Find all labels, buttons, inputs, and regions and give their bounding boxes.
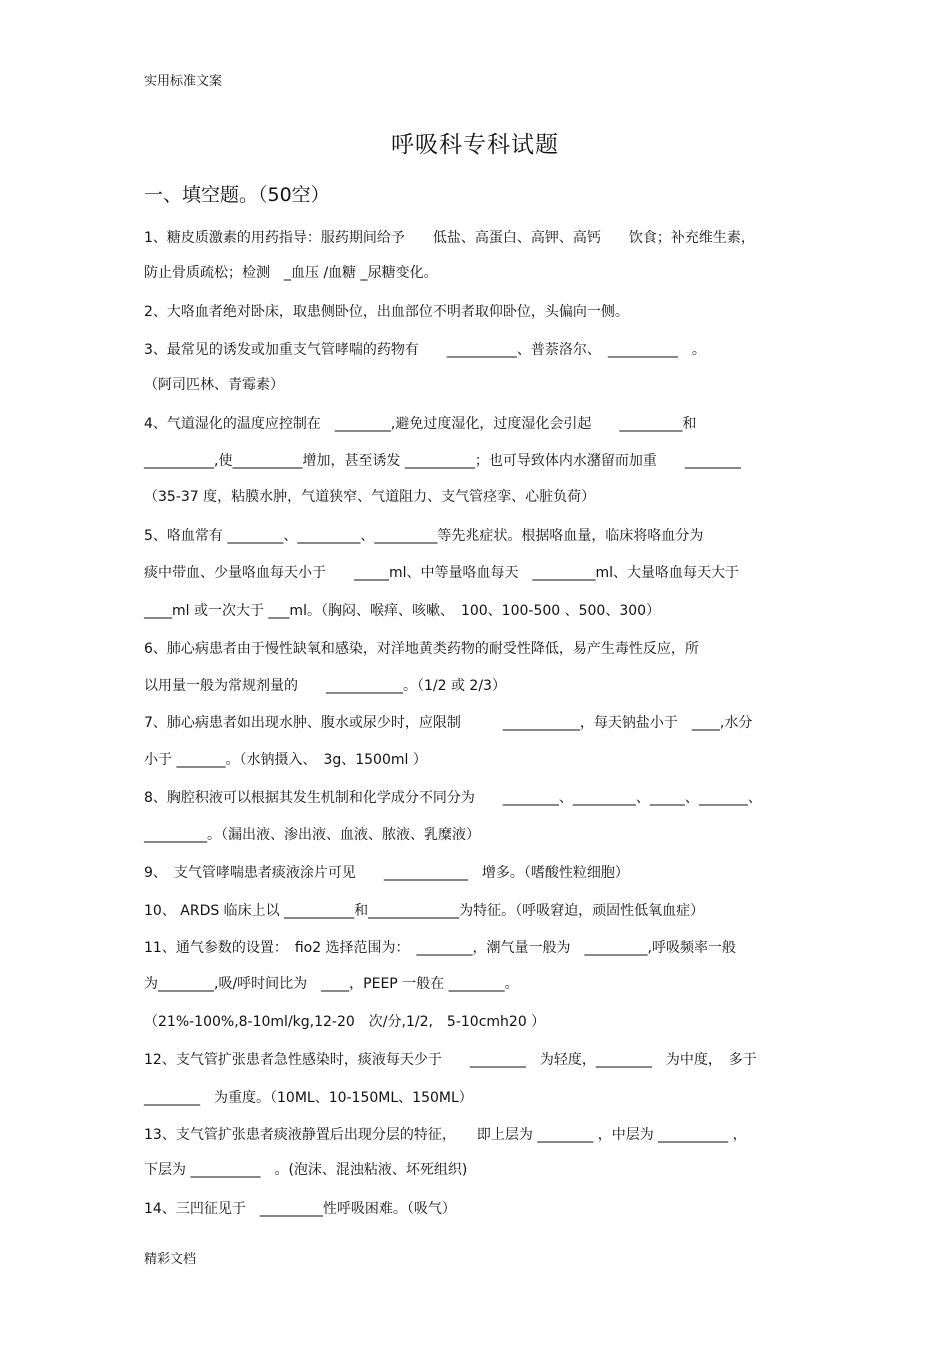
question-line: _________。（漏出液、渗出液、血液、脓液、乳糜液）: [144, 827, 480, 843]
answer-line: （阿司匹林、青霉素）: [144, 377, 284, 393]
question-line: 6、肺心病患者由于慢性缺氧和感染，对洋地黄类药物的耐受性降低，易产生毒性反应，所: [144, 641, 699, 657]
question-line: ____ml 或一次大于 ___ml。（胸闷、喉痒、咳嗽、 100、100-500 、500、300）: [144, 603, 661, 619]
answer-line: （35-37 度，粘膜水肿，气道狭窄、气道阻力、支气管痉挛、心脏负荷）: [144, 489, 596, 505]
answer-line: （21%-100%,8-10ml/kg,12-20 次/分,1/2, 5-10cmh20 ）: [144, 1014, 546, 1030]
question-line: 防止骨质疏松；检测 _血压 /血糖 _尿糖变化。: [144, 265, 438, 281]
question-line: 4、气道湿化的温度应控制在 ________,避免过度湿化，过度湿化会引起 _________和: [144, 416, 697, 432]
question-line: 1、糖皮质激素的用药指导：服药期间给予 低盐、高蛋白、高钾、高钙 饮食；补充维生素，: [144, 230, 755, 246]
question-line: __________,使__________增加，甚至诱发 __________；也可导致体内水潴留而加重 ________: [144, 453, 741, 469]
question-line: 10、 ARDS 临床上以 __________和_____________为特征。（呼吸窘迫，顽固性低氧血症）: [144, 903, 705, 919]
question-line: 为________,吸/呼时间比为 ____，PEEP 一般在 ________。: [144, 976, 519, 992]
question-line: 痰中带血、少量咯血每天小于 _____ml、中等量咯血每天 _________ml、大量咯血每天大于: [144, 565, 740, 581]
question-line: ________ 为重度。（10ML、10-150ML、150ML）: [144, 1090, 473, 1106]
question-line: 5、咯血常有 ________、_________、_________等先兆症状。根据咯血量，临床将咯血分为: [144, 528, 704, 544]
question-line: 9、 支气管哮喘患者痰液涂片可见 ____________ 增多。（嗜酸性粒细胞）: [144, 865, 629, 881]
question-line: 8、胸腔积液可以根据其发生机制和化学成分不同分为 ________、_________、_____、_______、: [144, 790, 762, 806]
question-line: 13、支气管扩张患者痰液静置后出现分层的特征， 即上层为 ________ ，中层为 __________ ，: [144, 1127, 747, 1143]
question-line: 11、通气参数的设置： fio2 选择范围为： ________，潮气量一般为 _________,呼吸频率一般: [144, 940, 737, 956]
question-line: 12、支气管扩张患者急性感染时，痰液每天少于 ________ 为轻度，________ 为中度， 多于: [144, 1052, 757, 1068]
question-line: 2、大咯血者绝对卧床，取患侧卧位，出血部位不明者取仰卧位，头偏向一侧。: [144, 304, 629, 320]
question-line: 小于 _______。（水钠摄入、 3g、1500ml ）: [144, 752, 427, 768]
page-header: 实用标准文案: [144, 74, 223, 89]
question-line: 以用量一般为常规剂量的 ___________。（1/2 或 2/3）: [144, 678, 506, 694]
section-heading: 一、填空题。（50空）: [144, 184, 330, 206]
page-footer: 精彩文档: [144, 1252, 197, 1267]
question-line: 7、肺心病患者如出现水肿、腹水或尿少时，应限制 ___________，每天钠盐小于 ____,水分: [144, 715, 753, 731]
question-line: 下层为 __________ 。(泡沫、混浊粘液、坏死组织): [144, 1162, 468, 1178]
page-title: 呼吸科专科试题: [391, 132, 559, 158]
question-line: 3、最常见的诱发或加重支气管哮喘的药物有 __________、普萘洛尔、 __________ 。: [144, 342, 706, 358]
question-line: 14、三凹征见于 _________性呼吸困难。（吸气）: [144, 1201, 456, 1217]
